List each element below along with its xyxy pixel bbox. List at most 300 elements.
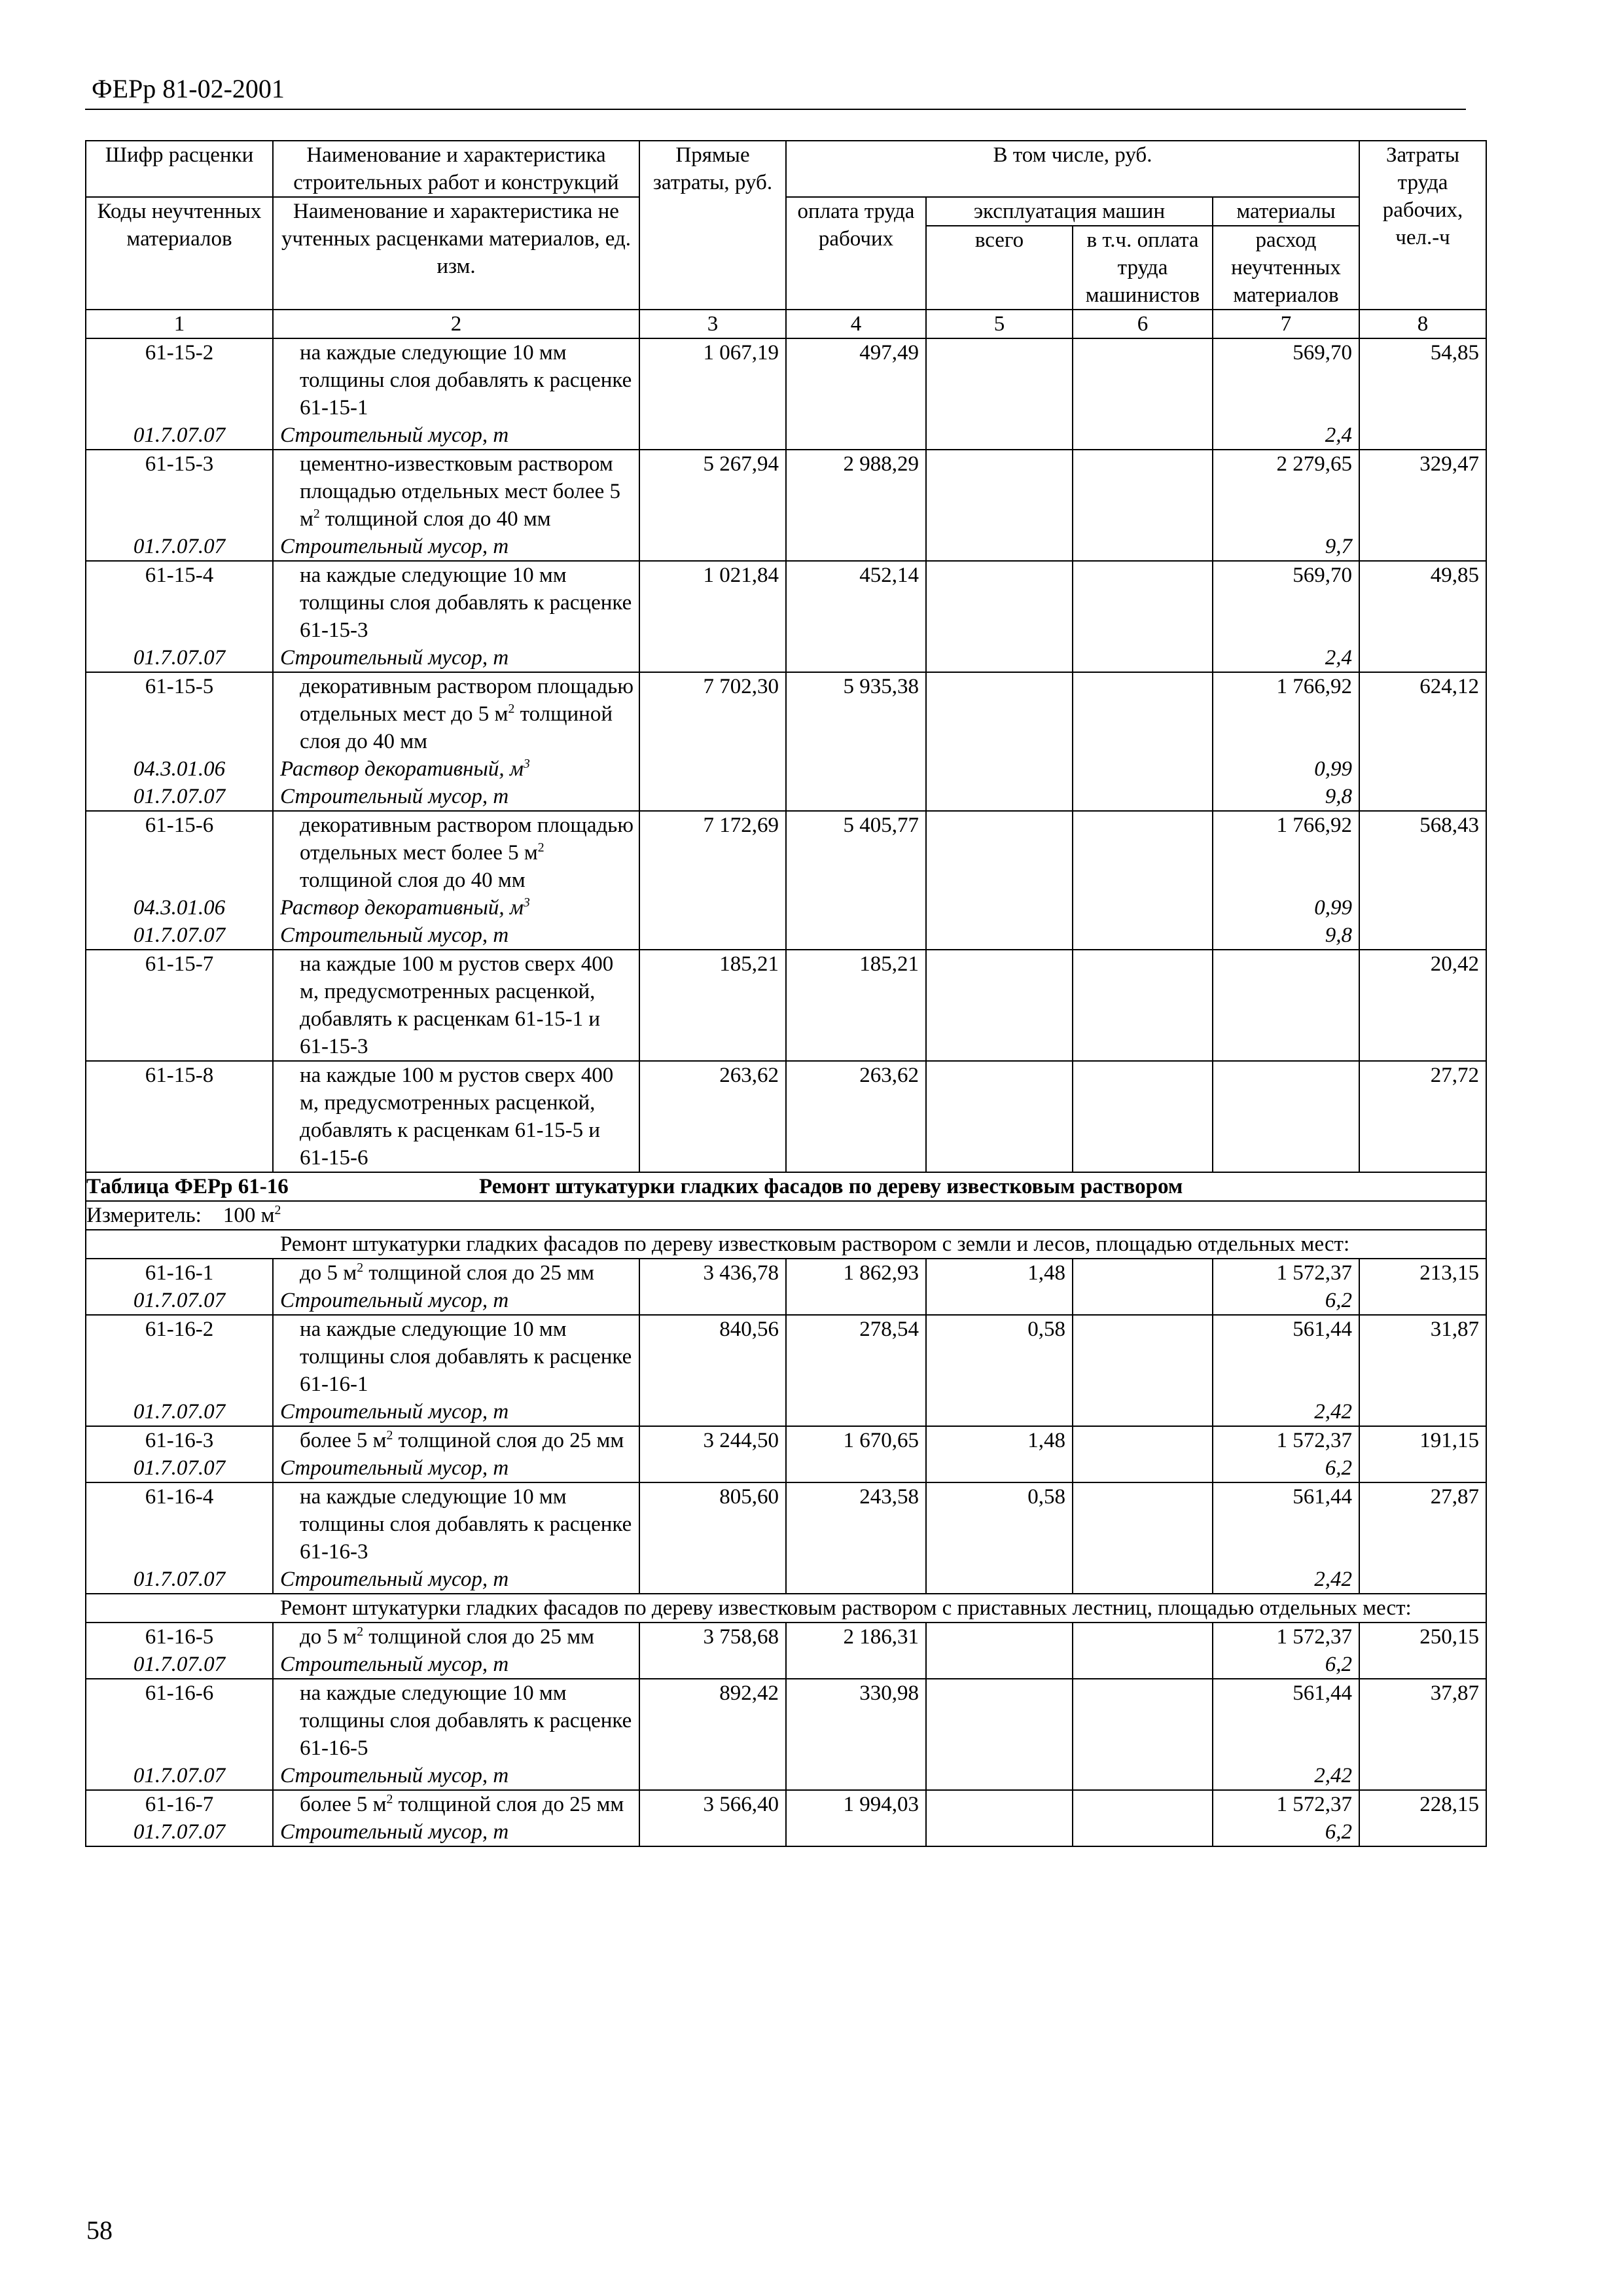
rate-name <box>273 1790 639 1818</box>
measure-row <box>86 1201 1486 1230</box>
machinist-pay <box>1073 1426 1213 1454</box>
blank-labor <box>786 1287 926 1315</box>
rate-row <box>86 1315 1486 1398</box>
header-direct-cost: Прямые затраты, руб. <box>639 141 786 310</box>
labor-hours: 20,42 <box>1359 950 1486 1061</box>
blank-direct <box>639 922 786 950</box>
blank-mach-labor <box>1073 422 1213 450</box>
material-name-text: Строительный мусор, т <box>280 1568 509 1591</box>
rate-row <box>86 811 1486 894</box>
blank-labor <box>786 644 926 672</box>
material-name <box>273 1762 639 1790</box>
blank-hours <box>1359 1762 1486 1790</box>
machinist-pay <box>1073 811 1213 894</box>
direct-cost: 5 267,94 <box>639 450 786 533</box>
superscript: 2 <box>357 1624 364 1639</box>
blank-labor <box>786 1818 926 1846</box>
material-name-text: Строительный мусор, т <box>280 1456 509 1480</box>
blank-mach-labor <box>1073 755 1213 783</box>
labor-hours: 27,87 <box>1359 1482 1486 1566</box>
rate-name-text: до 5 м <box>300 1261 357 1285</box>
material-name-text: Раствор декоративный, м <box>280 757 524 781</box>
measure-sup: 2 <box>274 1203 281 1217</box>
machines-total <box>926 672 1073 755</box>
material-row <box>86 1398 1486 1426</box>
blank-mach-labor <box>1073 894 1213 922</box>
blank-labor <box>786 1762 926 1790</box>
blank-hours <box>1359 1818 1486 1846</box>
blank-mach <box>926 533 1073 561</box>
rate-row <box>86 450 1486 533</box>
material-name <box>273 1818 639 1846</box>
blank-mach-labor <box>1073 1651 1213 1679</box>
rate-name <box>273 561 639 644</box>
material-row <box>86 1762 1486 1790</box>
direct-cost: 892,42 <box>639 1679 786 1762</box>
column-number: 6 <box>1073 310 1213 338</box>
material-code: 01.7.07.07 <box>86 1566 273 1594</box>
rate-name <box>273 950 639 1061</box>
measure-value: 100 м <box>223 1204 275 1227</box>
blank-hours <box>1359 422 1486 450</box>
header-machines-total: всего <box>926 226 1073 310</box>
blank-labor <box>786 922 926 950</box>
material-code: 01.7.07.07 <box>86 644 273 672</box>
material-qty: 2,4 <box>1213 422 1359 450</box>
blank-direct <box>639 1454 786 1482</box>
blank-hours <box>1359 1566 1486 1594</box>
machinist-pay <box>1073 672 1213 755</box>
blank-labor <box>786 1398 926 1426</box>
machinist-pay <box>1073 338 1213 422</box>
blank-direct <box>639 1762 786 1790</box>
blank-mach <box>926 1398 1073 1426</box>
header-code: Шифр расценки <box>86 141 273 197</box>
material-name <box>273 644 639 672</box>
rate-name-tail: толщиной слоя до 25 мм <box>393 1793 624 1816</box>
material-qty: 2,42 <box>1213 1398 1359 1426</box>
material-name <box>273 1287 639 1315</box>
rate-name-text: до 5 м <box>300 1625 357 1649</box>
rate-name-tail: толщиной слоя до 25 мм <box>363 1625 594 1649</box>
material-name <box>273 1651 639 1679</box>
rate-code: 61-16-3 <box>86 1426 273 1454</box>
material-qty: 2,4 <box>1213 644 1359 672</box>
rate-name <box>273 338 639 422</box>
group-row <box>86 1230 1486 1259</box>
material-qty: 6,2 <box>1213 1651 1359 1679</box>
material-qty: 0,99 <box>1213 755 1359 783</box>
column-number: 2 <box>273 310 639 338</box>
header-name: Наименование и характеристика строительных работ и конструкций <box>273 141 639 197</box>
table-title-text: Ремонт штукатурки гладких фасадов по дереву известковым раствором <box>479 1175 1183 1198</box>
group-heading-2: Ремонт штукатурки гладких фасадов по дереву известковым раствором с приставных лестниц, площадью отдельных мест: <box>86 1594 1486 1623</box>
machines-total <box>926 811 1073 894</box>
blank-mach <box>926 894 1073 922</box>
materials-cost: 561,44 <box>1213 1315 1359 1398</box>
labor-pay: 497,49 <box>786 338 926 422</box>
material-name <box>273 894 639 922</box>
machinist-pay <box>1073 1259 1213 1287</box>
machines-total <box>926 1790 1073 1818</box>
rate-row <box>86 672 1486 755</box>
blank-mach <box>926 783 1073 811</box>
material-row <box>86 1454 1486 1482</box>
materials-cost: 569,70 <box>1213 338 1359 422</box>
superscript: 3 <box>523 757 530 771</box>
blank-hours <box>1359 1398 1486 1426</box>
materials-cost: 561,44 <box>1213 1679 1359 1762</box>
column-number: 3 <box>639 310 786 338</box>
labor-hours: 228,15 <box>1359 1790 1486 1818</box>
machines-total <box>926 338 1073 422</box>
materials-cost: 1 572,37 <box>1213 1790 1359 1818</box>
materials-cost: 1 572,37 <box>1213 1426 1359 1454</box>
rate-row <box>86 561 1486 644</box>
rate-row <box>86 1426 1486 1454</box>
blank-hours <box>1359 783 1486 811</box>
labor-hours: 49,85 <box>1359 561 1486 644</box>
rate-code: 61-16-4 <box>86 1482 273 1566</box>
material-qty: 9,8 <box>1213 922 1359 950</box>
column-number: 1 <box>86 310 273 338</box>
labor-hours: 213,15 <box>1359 1259 1486 1287</box>
rate-code: 61-15-2 <box>86 338 273 422</box>
material-code: 01.7.07.07 <box>86 1818 273 1846</box>
labor-hours: 27,72 <box>1359 1061 1486 1172</box>
blank-hours <box>1359 922 1486 950</box>
material-code: 01.7.07.07 <box>86 1454 273 1482</box>
blank-direct <box>639 1818 786 1846</box>
rate-row <box>86 1259 1486 1287</box>
blank-mach-labor <box>1073 1398 1213 1426</box>
header-material-names: Наименование и характеристика не учтенных расценками материалов, ед. изм. <box>273 197 639 310</box>
header-materials: материалы <box>1213 197 1359 226</box>
blank-mach-labor <box>1073 1454 1213 1482</box>
direct-cost: 7 172,69 <box>639 811 786 894</box>
header-material-codes: Коды неучтенных материалов <box>86 197 273 310</box>
material-row <box>86 1651 1486 1679</box>
rate-name-text: на каждые 100 м рустов сверх 400 м, предусмотренных расценкой, добавлять к расценкам 61-15-5 и 61-15-6 <box>300 1064 614 1170</box>
material-qty: 9,8 <box>1213 783 1359 811</box>
rate-code: 61-15-4 <box>86 561 273 644</box>
material-name-text: Строительный мусор, т <box>280 1820 509 1844</box>
material-name-text: Строительный мусор, т <box>280 1764 509 1787</box>
labor-pay: 185,21 <box>786 950 926 1061</box>
labor-hours: 624,12 <box>1359 672 1486 755</box>
blank-direct <box>639 533 786 561</box>
material-code: 01.7.07.07 <box>86 1762 273 1790</box>
blank-hours <box>1359 1651 1486 1679</box>
header-machinist-pay: в т.ч. оплата труда машинистов <box>1073 226 1213 310</box>
rate-row <box>86 950 1486 1061</box>
blank-hours <box>1359 644 1486 672</box>
rate-name-tail: толщиной слоя до 40 мм <box>319 507 551 531</box>
machinist-pay <box>1073 1623 1213 1651</box>
labor-hours: 250,15 <box>1359 1623 1486 1651</box>
blank-mach <box>926 1818 1073 1846</box>
superscript: 2 <box>313 507 320 521</box>
machines-total <box>926 950 1073 1061</box>
direct-cost: 805,60 <box>639 1482 786 1566</box>
material-name <box>273 1566 639 1594</box>
material-name <box>273 1454 639 1482</box>
material-qty: 2,42 <box>1213 1762 1359 1790</box>
material-row <box>86 783 1486 811</box>
machinist-pay <box>1073 950 1213 1061</box>
labor-hours: 37,87 <box>1359 1679 1486 1762</box>
material-name-text: Строительный мусор, т <box>280 924 509 947</box>
rate-name-tail: толщиной слоя до 40 мм <box>300 869 526 892</box>
blank-mach-labor <box>1073 922 1213 950</box>
block-61-15 <box>86 338 1486 1172</box>
blank-mach <box>926 1762 1073 1790</box>
rate-name <box>273 1315 639 1398</box>
blank-mach <box>926 1287 1073 1315</box>
blank-labor <box>786 894 926 922</box>
material-name <box>273 422 639 450</box>
labor-pay: 2 988,29 <box>786 450 926 533</box>
materials-cost: 1 572,37 <box>1213 1623 1359 1651</box>
measure-label: Измеритель: <box>86 1204 202 1227</box>
blank-mach-labor <box>1073 1818 1213 1846</box>
rate-name <box>273 1482 639 1566</box>
superscript: 2 <box>386 1428 393 1443</box>
material-code: 01.7.07.07 <box>86 922 273 950</box>
materials-cost: 1 766,92 <box>1213 811 1359 894</box>
labor-pay: 330,98 <box>786 1679 926 1762</box>
material-code: 01.7.07.07 <box>86 1651 273 1679</box>
machines-total: 1,48 <box>926 1259 1073 1287</box>
direct-cost: 7 702,30 <box>639 672 786 755</box>
material-code: 01.7.07.07 <box>86 1287 273 1315</box>
blank-hours <box>1359 533 1486 561</box>
header-rule <box>85 109 1466 110</box>
rate-name-text: декоративным раствором площадью отдельных мест более 5 м <box>300 814 633 865</box>
machines-total <box>926 561 1073 644</box>
labor-pay: 243,58 <box>786 1482 926 1566</box>
material-qty: 0,99 <box>1213 894 1359 922</box>
labor-pay: 1 862,93 <box>786 1259 926 1287</box>
blank-mach-labor <box>1073 1287 1213 1315</box>
rate-name <box>273 1061 639 1172</box>
blank-mach <box>926 1454 1073 1482</box>
machines-total <box>926 1679 1073 1762</box>
direct-cost: 1 067,19 <box>639 338 786 422</box>
direct-cost: 840,56 <box>639 1315 786 1398</box>
rate-code: 61-15-3 <box>86 450 273 533</box>
rate-row <box>86 1061 1486 1172</box>
materials-cost: 1 572,37 <box>1213 1259 1359 1287</box>
direct-cost: 3 436,78 <box>639 1259 786 1287</box>
labor-pay: 278,54 <box>786 1315 926 1398</box>
labor-hours: 568,43 <box>1359 811 1486 894</box>
machines-total <box>926 1061 1073 1172</box>
material-row <box>86 755 1486 783</box>
machinist-pay <box>1073 1679 1213 1762</box>
rate-name <box>273 1259 639 1287</box>
direct-cost: 1 021,84 <box>639 561 786 644</box>
running-head: ФЕРр 81-02-2001 <box>92 74 285 103</box>
rate-code: 61-15-6 <box>86 811 273 894</box>
material-name-text: Строительный мусор, т <box>280 423 509 447</box>
rate-name <box>273 672 639 755</box>
material-code: 01.7.07.07 <box>86 1398 273 1426</box>
machines-total <box>926 450 1073 533</box>
machines-total: 0,58 <box>926 1482 1073 1566</box>
machines-total: 1,48 <box>926 1426 1073 1454</box>
material-row <box>86 1287 1486 1315</box>
blank-labor <box>786 783 926 811</box>
blank-labor <box>786 533 926 561</box>
blank-mach <box>926 922 1073 950</box>
rate-name-text: на каждые 100 м рустов сверх 400 м, предусмотренных расценкой, добавлять к расценкам 61-15-1 и 61-15-3 <box>300 952 614 1058</box>
group-heading-1: Ремонт штукатурки гладких фасадов по дереву известковым раствором с земли и лесов, площадью отдельных мест: <box>86 1230 1486 1259</box>
rate-name-tail: толщиной слоя до 25 мм <box>393 1429 624 1452</box>
table-title-row <box>86 1172 1486 1201</box>
labor-pay: 5 935,38 <box>786 672 926 755</box>
blank-direct <box>639 755 786 783</box>
page-number: 58 <box>86 2215 113 2245</box>
blank-mach <box>926 644 1073 672</box>
rate-row <box>86 1679 1486 1762</box>
header-labor-pay: оплата труда рабочих <box>786 197 926 310</box>
material-name <box>273 922 639 950</box>
labor-hours: 191,15 <box>1359 1426 1486 1454</box>
group-row <box>86 1594 1486 1623</box>
blank-labor <box>786 422 926 450</box>
blank-direct <box>639 422 786 450</box>
rate-code: 61-16-2 <box>86 1315 273 1398</box>
material-row <box>86 922 1486 950</box>
labor-hours: 54,85 <box>1359 338 1486 422</box>
material-code: 01.7.07.07 <box>86 783 273 811</box>
machines-total <box>926 1623 1073 1651</box>
rate-row <box>86 1482 1486 1566</box>
header-machines: эксплуатация машин <box>926 197 1213 226</box>
rate-name-text: более 5 м <box>300 1793 387 1816</box>
labor-hours: 329,47 <box>1359 450 1486 533</box>
material-code: 04.3.01.06 <box>86 894 273 922</box>
rate-name-text: на каждые следующие 10 мм толщины слоя добавлять к расценке 61-16-5 <box>300 1681 632 1760</box>
rate-name-text: декоративным раствором площадью отдельных мест до 5 м <box>300 675 633 726</box>
labor-pay: 452,14 <box>786 561 926 644</box>
blank-mach <box>926 1651 1073 1679</box>
blank-direct <box>639 1566 786 1594</box>
blank-direct <box>639 1287 786 1315</box>
material-name-text: Строительный мусор, т <box>280 1653 509 1676</box>
column-numbers-row <box>86 310 1486 338</box>
blank-direct <box>639 894 786 922</box>
header-labor-hours: Затраты труда рабочих, чел.-ч <box>1359 141 1486 310</box>
machines-total: 0,58 <box>926 1315 1073 1398</box>
direct-cost: 263,62 <box>639 1061 786 1172</box>
blank-mach <box>926 755 1073 783</box>
rate-code: 61-15-7 <box>86 950 273 1061</box>
blank-mach-labor <box>1073 783 1213 811</box>
blank-hours <box>1359 1454 1486 1482</box>
blank-labor <box>786 1454 926 1482</box>
material-row <box>86 533 1486 561</box>
blank-mach <box>926 422 1073 450</box>
blank-mach-labor <box>1073 1566 1213 1594</box>
material-name <box>273 783 639 811</box>
material-name <box>273 755 639 783</box>
materials-cost <box>1213 950 1359 1061</box>
rate-name-tail: толщиной слоя до 25 мм <box>363 1261 594 1285</box>
labor-hours: 31,87 <box>1359 1315 1486 1398</box>
material-code: 04.3.01.06 <box>86 755 273 783</box>
blank-direct <box>639 783 786 811</box>
rate-name <box>273 1679 639 1762</box>
material-code: 01.7.07.07 <box>86 533 273 561</box>
rate-name-text: цементно-известковым раствором площадью отдельных мест более 5 м <box>300 452 621 531</box>
rate-row <box>86 338 1486 422</box>
rate-code: 61-16-1 <box>86 1259 273 1287</box>
material-qty: 6,2 <box>1213 1818 1359 1846</box>
rate-name <box>273 1426 639 1454</box>
direct-cost: 3 758,68 <box>639 1623 786 1651</box>
direct-cost: 3 244,50 <box>639 1426 786 1454</box>
material-name <box>273 533 639 561</box>
material-name-text: Строительный мусор, т <box>280 785 509 808</box>
machinist-pay <box>1073 561 1213 644</box>
materials-cost: 1 766,92 <box>1213 672 1359 755</box>
superscript: 2 <box>386 1792 393 1806</box>
machinist-pay <box>1073 450 1213 533</box>
material-qty: 6,2 <box>1213 1454 1359 1482</box>
rate-row <box>86 1790 1486 1818</box>
materials-cost <box>1213 1061 1359 1172</box>
labor-pay: 1 670,65 <box>786 1426 926 1454</box>
blank-labor <box>786 1566 926 1594</box>
blank-mach <box>926 1566 1073 1594</box>
rate-code: 61-16-6 <box>86 1679 273 1762</box>
material-name-text: Строительный мусор, т <box>280 535 509 558</box>
blank-direct <box>639 644 786 672</box>
blank-direct <box>639 1398 786 1426</box>
material-row <box>86 644 1486 672</box>
rates-table <box>85 140 1487 1847</box>
block-61-16-a <box>86 1259 1486 1594</box>
machinist-pay <box>1073 1482 1213 1566</box>
rate-name <box>273 1623 639 1651</box>
blank-mach-labor <box>1073 533 1213 561</box>
blank-hours <box>1359 755 1486 783</box>
column-number: 7 <box>1213 310 1359 338</box>
labor-pay: 263,62 <box>786 1061 926 1172</box>
blank-labor <box>786 1651 926 1679</box>
rate-name <box>273 811 639 894</box>
material-qty: 9,7 <box>1213 533 1359 561</box>
material-row <box>86 1818 1486 1846</box>
rate-name-text: более 5 м <box>300 1429 387 1452</box>
material-qty: 6,2 <box>1213 1287 1359 1315</box>
material-name-text: Строительный мусор, т <box>280 1400 509 1424</box>
materials-cost: 2 279,65 <box>1213 450 1359 533</box>
direct-cost: 3 566,40 <box>639 1790 786 1818</box>
column-number: 4 <box>786 310 926 338</box>
header-including: В том числе, руб. <box>786 141 1359 197</box>
blank-hours <box>1359 894 1486 922</box>
rate-name-text: на каждые следующие 10 мм толщины слоя добавлять к расценке 61-16-1 <box>300 1318 632 1396</box>
machinist-pay <box>1073 1315 1213 1398</box>
header-unaccounted-materials: расход неучтенных материалов <box>1213 226 1359 310</box>
rate-code: 61-16-7 <box>86 1790 273 1818</box>
table-title-label: Таблица ФЕРр 61-16 <box>86 1175 289 1198</box>
labor-pay: 5 405,77 <box>786 811 926 894</box>
rate-name-text: на каждые следующие 10 мм толщины слоя добавлять к расценке 61-16-3 <box>300 1485 632 1564</box>
